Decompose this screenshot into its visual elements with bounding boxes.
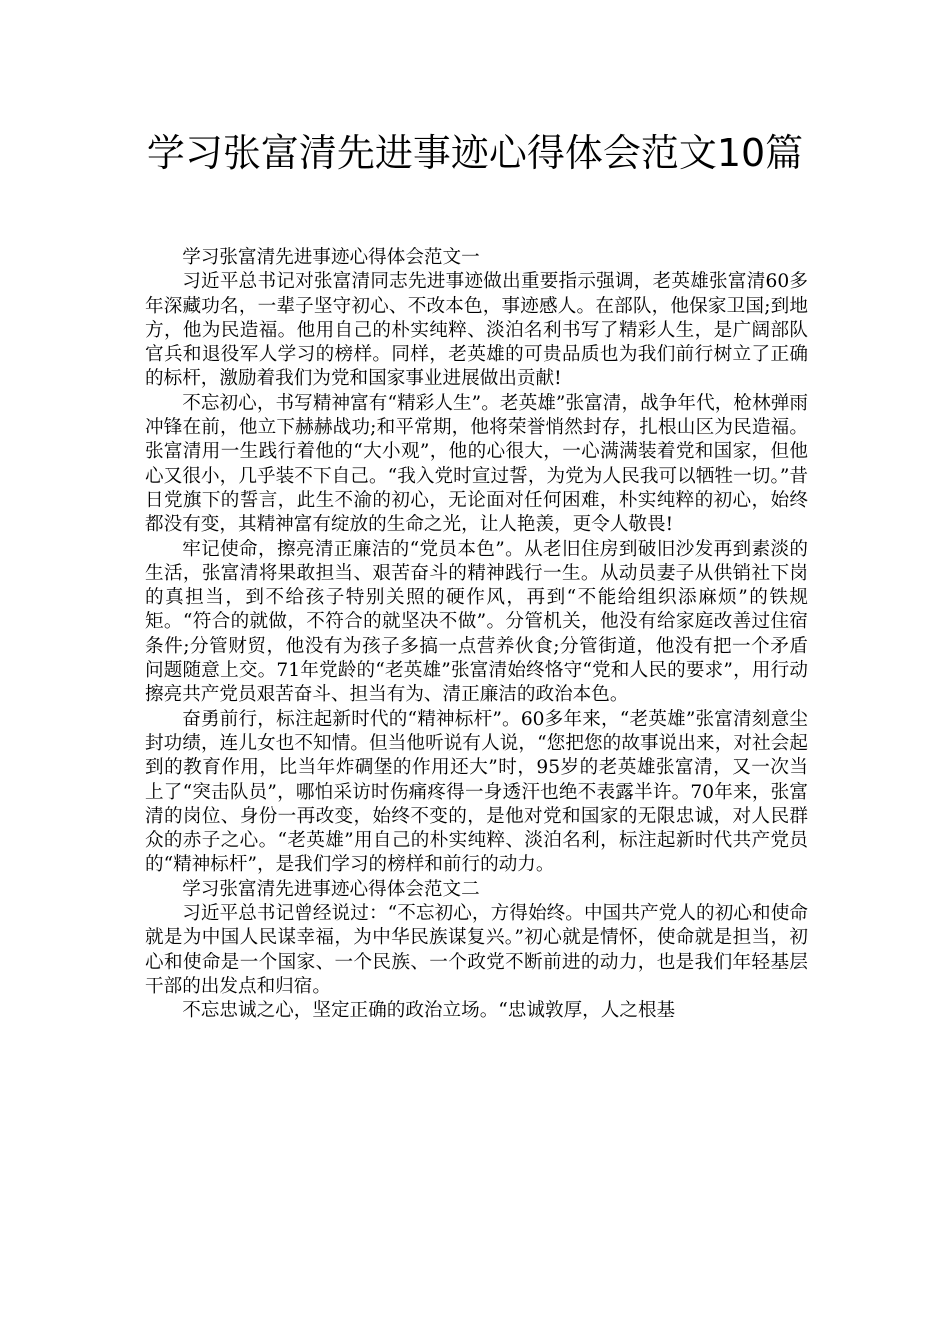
body-paragraph: 不忘初心，书写精神富有“精彩人生”。老英雄”张富清，战争年代，枪林弹雨冲锋在前，他立下赫赫战功;和平常期，他将荣誉悄然封存，扎根山区为民造福。张富清用一生践行着他的“大小观”，他的心很大，一心满满装着党和国家，但他心又很小，几乎装不下自己。“我入党时宣过誓，为党为人民我可以牺牲一切。”昔日党旗下的誓言，此生不渝的初心，无论面对任何困难，朴实纯粹的初心，始终都没有变，其精神富有绽放的生命之光，让人艳羡，更令人敬畏! bbox=[145, 392, 808, 536]
body-paragraph: 习近平总书记曾经说过：“不忘初心，方得始终。中国共产党人的初心和使命就是为中国人民谋幸福，为中华民族谋复兴。”初心就是情怀，使命就是担当，初心和使命是一个国家、一个民族、一个政党不断前进的动力，也是我们年轻基层干部的出发点和归宿。 bbox=[145, 903, 808, 997]
body-paragraph: 牢记使命，擦亮清正廉洁的“党员本色”。从老旧住房到破旧沙发再到素淡的生活，张富清将果敢担当、艰苦奋斗的精神践行一生。从动员妻子从供销社下岗的真担当，到不给孩子特别关照的硬作风，再到“不能给组织添麻烦”的铁规矩。“符合的就做，不符合的就坚决不做”。分管机关，他没有给家庭改善过住宿条件;分管财贸，他没有为孩子多搞一点营养伙食;分管街道，他没有把一个矛盾问题随意上交。71年党龄的“老英雄”张富清始终恪守“党和人民的要求”，用行动擦亮共产党员艰苦奋斗、担当有为、清正廉洁的政治本色。 bbox=[145, 538, 808, 706]
body-paragraph: 习近平总书记对张富清同志先进事迹做出重要指示强调，老英雄张富清60多年深藏功名，一辈子坚守初心、不改本色，事迹感人。在部队，他保家卫国;到地方，他为民造福。他用自己的朴实纯粹、淡泊名利书写了精彩人生，是广阔部队官兵和退役军人学习的榜样。同样，老英雄的可贵品质也为我们前行树立了正确的标杆，激励着我们为党和国家事业进展做出贡献! bbox=[145, 271, 808, 390]
section-heading-1: 学习张富清先进事迹心得体会范文一 bbox=[182, 247, 480, 268]
document-body bbox=[145, 246, 808, 1024]
section-heading-2: 学习张富清先进事迹心得体会范文二 bbox=[182, 878, 480, 900]
document-title: 学习张富清先进事迹心得体会范文10篇 bbox=[146, 131, 804, 175]
body-paragraph: 不忘忠诚之心，坚定正确的政治立场。“忠诚敦厚，人之根基 bbox=[182, 1000, 676, 1022]
body-paragraph: 奋勇前行，标注起新时代的“精神标杆”。60多年来，“老英雄”张富清刻意尘封功绩，连儿女也不知情。但当他听说有人说，“您把您的故事说出来，对社会起到的教育作用，比当年炸碉堡的作用还大”时，95岁的老英雄张富清，又一次当上了“突击队员”，哪怕采访时伤痛疼得一身透汗也绝不表露半许。70年来，张富清的岗位、身份一再改变，始终不变的，是他对党和国家的无限忠诚，对人民群众的赤子之心。“老英雄”用自己的朴实纯粹、淡泊名利，标注起新时代共产党员的“精神标杆”，是我们学习的榜样和前行的动力。 bbox=[145, 708, 808, 876]
